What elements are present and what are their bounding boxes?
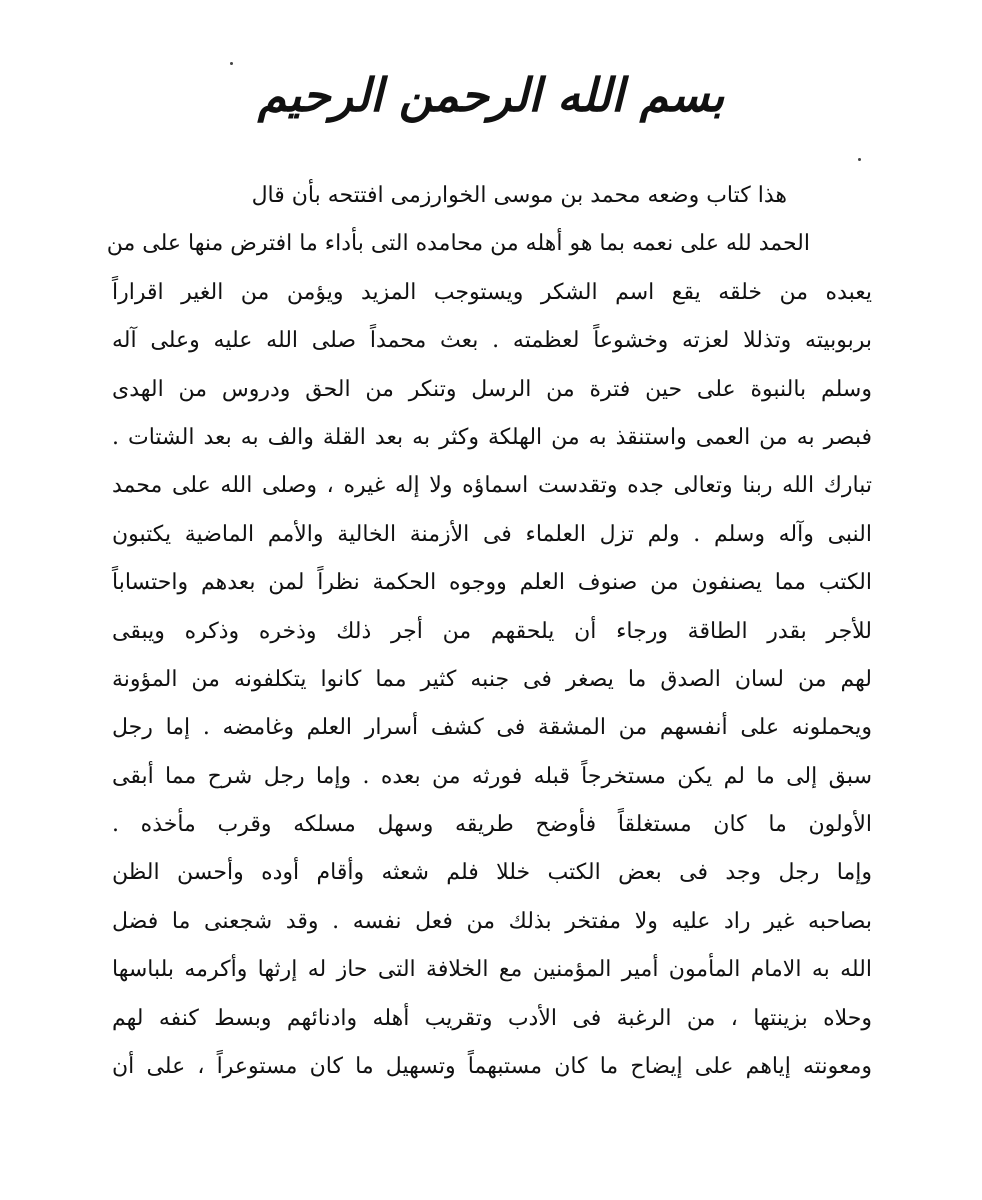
scan-speck bbox=[858, 158, 861, 161]
text-line: هذا كتاب وضعه محمد بن موسى الخوارزمى افتتحه بأن قال bbox=[251, 183, 787, 208]
text-line: للأجر بقدر الطاقة ورجاء أن يلحقهم من أجر ذلك وذخره وذكره ويبقى bbox=[112, 618, 872, 644]
text-line: بربوبيته وتذللا لعزته وخشوعاً لعظمته . بعث محمداً صلى الله عليه وعلى آله bbox=[112, 328, 872, 354]
text-line: الله به الامام المأمون أمير المؤمنين مع الخلافة التى حاز له إرثها وأكرمه بلباسها bbox=[112, 957, 872, 983]
text-line: الأولون ما كان مستغلقاً فأوضح طريقه وسهل مسلكه وقرب مأخذه . bbox=[112, 812, 872, 838]
text-line: لهم من لسان الصدق ما يصغر فى جنبه كثير مما كانوا يتكلفونه من المؤونة bbox=[112, 666, 872, 692]
page-heading-basmala: بسم الله الرحمن الرحيم bbox=[257, 68, 725, 122]
text-line: وإما رجل وجد فى بعض الكتب خللا فلم شعثه وأقام أوده وأحسن الظن bbox=[112, 860, 872, 886]
text-line: وحلاه بزينتها ، من الرغبة فى الأدب وتقريب أهله وادنائهم وبسط كنفه لهم bbox=[112, 1005, 872, 1031]
text-line: ومعونته إياهم على إيضاح ما كان مستبهماً وتسهيل ما كان مستوعراً ، على أن bbox=[112, 1054, 872, 1080]
text-line: النبى وآله وسلم . ولم تزل العلماء فى الأزمنة الخالية والأمم الماضية يكتبون bbox=[112, 521, 872, 547]
text-line: بصاحبه غير راد عليه ولا مفتخر بذلك من فعل نفسه . وقد شجعنى ما فضل bbox=[112, 908, 872, 934]
text-line: ويحملونه على أنفسهم من المشقة فى كشف أسرار العلم وغامضه . إما رجل bbox=[112, 715, 872, 741]
document-body bbox=[106, 172, 872, 1091]
text-line: تبارك الله ربنا وتعالى جده وتقدست اسماؤه ولا إله غيره ، وصلى الله على محمد bbox=[112, 473, 872, 499]
text-line: سبق إلى ما لم يكن مستخرجاً قبله فورثه من بعده . وإما رجل شرح مما أبقى bbox=[112, 763, 872, 789]
text-line: وسلم بالنبوة على حين فترة من الرسل وتنكر من الحق ودروس من الهدى bbox=[112, 376, 872, 402]
text-line: الكتب مما يصنفون من صنوف العلم ووجوه الحكمة نظراً لمن بعدهم واحتساباً bbox=[112, 570, 872, 596]
text-line: الحمد لله على نعمه بما هو أهله من محامده التى بأداء ما افترض منها على من bbox=[106, 231, 810, 257]
scan-speck bbox=[230, 62, 233, 65]
text-line: يعبده من خلقه يقع اسم الشكر ويستوجب المزيد ويؤمن من الغير اقراراً bbox=[112, 279, 872, 305]
text-line: فبصر به من العمى واستنقذ به من الهلكة وكثر به بعد القلة والف به بعد الشتات . bbox=[112, 424, 872, 450]
